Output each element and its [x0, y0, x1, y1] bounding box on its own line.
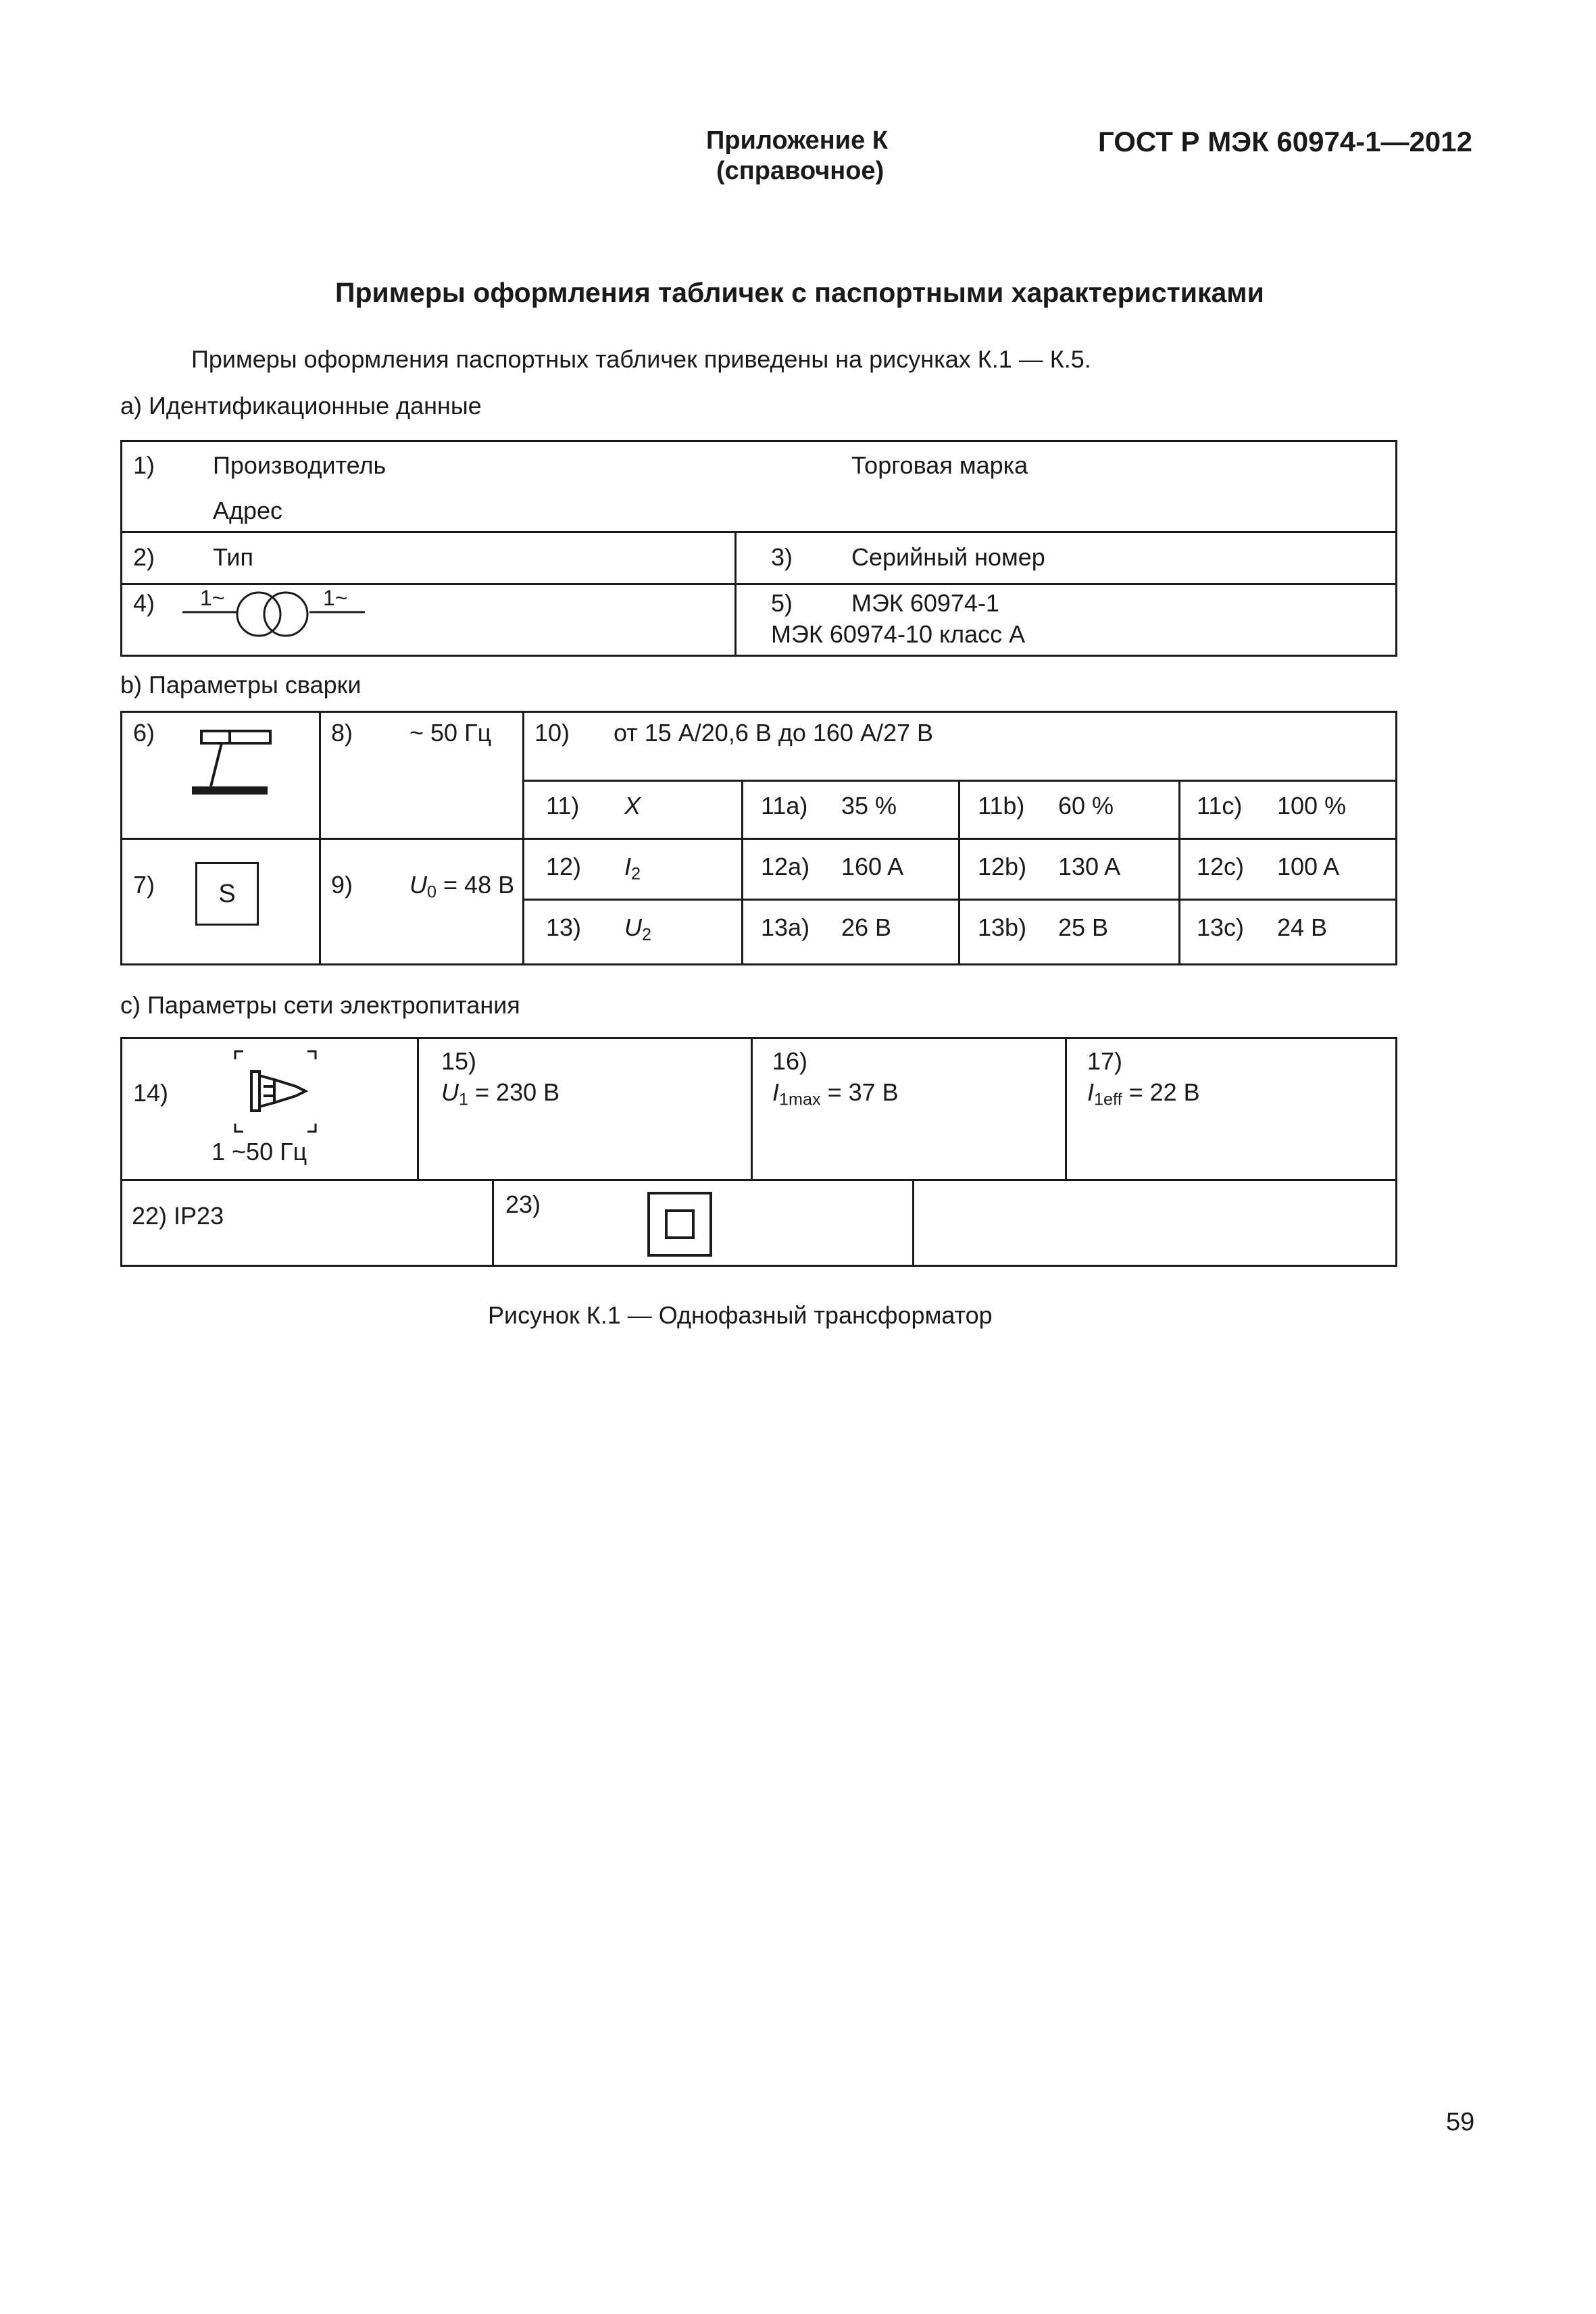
supply-voltage: $U_1 = 230$ В: [441, 1078, 560, 1109]
cell-14-number: 14): [133, 1079, 169, 1107]
row-12-number: 12): [546, 853, 582, 880]
load-voltage-symbol: $U_2$: [624, 913, 652, 945]
row-11c-value: 100 %: [1277, 792, 1347, 820]
row-13c-value: 24 В: [1277, 913, 1328, 941]
double-insulation-icon: [646, 1190, 714, 1258]
type-label: Тип: [213, 543, 254, 571]
row-12c-value: 100 A: [1277, 853, 1340, 880]
row-11c-number: 11c): [1197, 792, 1243, 820]
part-c-heading: с) Параметры сети электропитания: [120, 991, 520, 1019]
cell-8-number: 8): [331, 719, 353, 747]
max-supply-current: $I_{1max} = 37$ В: [772, 1078, 899, 1109]
standard-2-label: МЭК 60974-10 класс А: [771, 620, 1026, 648]
row-11a-value: 35 %: [841, 792, 897, 820]
row-3-number: 3): [771, 543, 793, 571]
row-11b-number: 11b): [978, 792, 1025, 820]
row-12a-number: 12a): [761, 853, 810, 880]
row-11a-number: 11a): [761, 792, 808, 820]
transformer-output-label: 1~: [323, 586, 348, 610]
cell-9-number: 9): [331, 871, 353, 899]
row-13b-value: 25 В: [1058, 913, 1109, 941]
standard-number: ГОСТ Р МЭК 60974-1—2012: [1098, 126, 1472, 157]
welding-torch-icon: [189, 724, 277, 799]
row-12b-value: 130 A: [1058, 853, 1121, 880]
transformer-input-label: 1~: [200, 586, 225, 610]
row-12c-number: 12c): [1197, 853, 1245, 880]
part-a-heading: а) Идентификационные данные: [120, 392, 482, 420]
cell-10-number: 10): [534, 719, 570, 747]
row-4-number: 4): [133, 589, 155, 617]
s-symbol-icon: [195, 862, 259, 926]
section-title: Примеры оформления табличек с паспортными характеристиками: [335, 277, 1264, 308]
supply-frequency: ~ 50 Гц: [409, 719, 492, 747]
part-b-heading: b) Параметры сварки: [120, 671, 361, 699]
figure-caption: Рисунок К.1 — Однофазный трансформатор: [488, 1301, 993, 1329]
effective-supply-current: $I_{1eff} = 22$ В: [1087, 1078, 1200, 1109]
row-13a-number: 13a): [761, 913, 810, 941]
welding-current-range: от 15 А/20,6 В до 160 А/27 В: [614, 719, 934, 747]
s-symbol-label: S: [218, 879, 236, 908]
row-13c-number: 13c): [1197, 913, 1245, 941]
row-13b-number: 13b): [978, 913, 1027, 941]
mains-plug-icon: [230, 1046, 321, 1137]
cell-15-number: 15): [441, 1047, 477, 1075]
row-13a-value: 26 В: [841, 913, 892, 941]
supply-phase-frequency: 1 ~50 Гц: [211, 1138, 307, 1165]
row-1-number: 1): [133, 451, 155, 479]
appendix-subtitle: (справочное): [716, 157, 884, 185]
row-2-number: 2): [133, 543, 155, 571]
address-label: Адрес: [213, 497, 283, 524]
standard-1-label: МЭК 60974-1: [851, 589, 999, 617]
manufacturer-label: Производитель: [213, 451, 386, 479]
row-11-number: 11): [546, 792, 580, 820]
protection-class: 22) IP23: [132, 1202, 224, 1230]
cell-6-number: 6): [133, 719, 155, 747]
welding-current-symbol: $I_2$: [624, 853, 641, 884]
serial-number-label: Серийный номер: [851, 543, 1045, 571]
trademark-label: Торговая марка: [851, 451, 1028, 479]
row-11b-value: 60 %: [1058, 792, 1114, 820]
intro-paragraph: Примеры оформления паспортных табличек приведены на рисунках К.1 — К.5.: [191, 345, 1091, 373]
row-13-number: 13): [546, 913, 582, 941]
cell-23-number: 23): [505, 1190, 541, 1218]
row-5-number: 5): [771, 589, 793, 617]
single-phase-transformer-icon: [181, 585, 370, 639]
cell-7-number: 7): [133, 871, 155, 899]
row-12b-number: 12b): [978, 853, 1027, 880]
duty-cycle-symbol: X: [624, 792, 641, 820]
no-load-voltage: $U_0 = 48$ В: [409, 871, 515, 902]
page-number: 59: [1446, 2108, 1475, 2136]
row-12a-value: 160 A: [841, 853, 904, 880]
cell-17-number: 17): [1087, 1047, 1123, 1075]
appendix-title: Приложение К: [706, 126, 889, 155]
cell-16-number: 16): [772, 1047, 808, 1075]
